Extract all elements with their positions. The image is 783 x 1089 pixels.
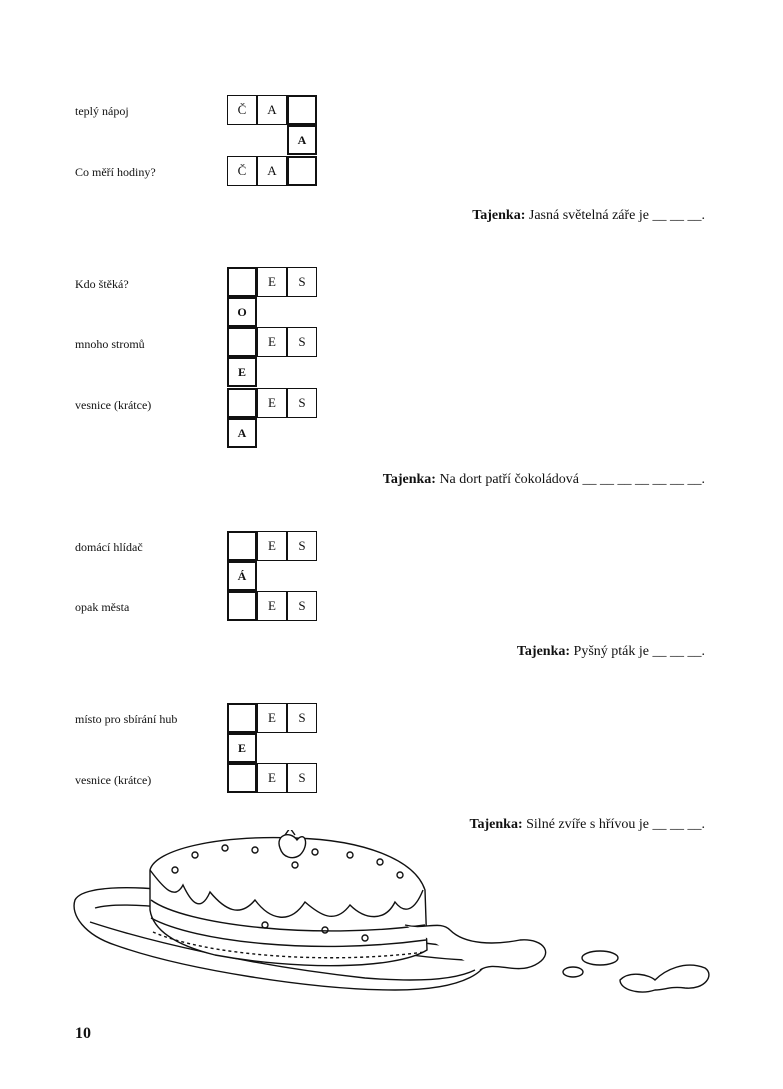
puzzle1-cell-r3c1[interactable]: Č <box>227 156 257 186</box>
puzzle2-cell-r2c1: O <box>227 297 257 327</box>
puzzle3-cell-r3c1[interactable] <box>227 591 257 621</box>
solution-text: Pyšný pták je __ __ __. <box>573 644 705 659</box>
puzzle3-cell-r3c3[interactable]: S <box>287 591 317 621</box>
puzzle1-cell-r3c2[interactable]: A <box>257 156 287 186</box>
puzzle3-clue2: opak města <box>75 600 130 614</box>
puzzle2-cell-r1c2[interactable]: E <box>257 267 287 297</box>
puzzle1-cell-r1c2[interactable]: A <box>257 95 287 125</box>
puzzle1-clue1: teplý nápoj <box>75 104 129 118</box>
puzzle2-cell-r3c1[interactable] <box>227 327 257 357</box>
solution-label: Tajenka: <box>472 208 526 223</box>
puzzle1-clue2: Co měří hodiny? <box>75 165 156 179</box>
page-number: 10 <box>75 1025 91 1042</box>
solution-text: Na dort patří čokoládová __ __ __ __ __ __ __. <box>439 472 705 487</box>
puzzle4-cell-r1c3[interactable]: S <box>287 703 317 733</box>
puzzle2-cell-r4c1: E <box>227 357 257 387</box>
puzzle4-cell-r3c1[interactable] <box>227 763 257 793</box>
puzzle3-solution <box>517 644 705 660</box>
puzzle2-solution <box>383 472 705 488</box>
puzzle3-cell-r2c1: Á <box>227 561 257 591</box>
solution-label: Tajenka: <box>516 644 571 659</box>
puzzle3-cell-r3c2[interactable]: E <box>257 591 287 621</box>
puzzle2-clue3: vesnice (krátce) <box>75 398 152 412</box>
puzzle4-cell-r1c1[interactable] <box>227 703 257 733</box>
puzzle2-cell-r3c2[interactable]: E <box>257 327 287 357</box>
puzzle2-cell-r5c3[interactable]: S <box>287 388 317 418</box>
puzzle4-cell-r1c2[interactable]: E <box>257 703 287 733</box>
puzzle1-cell-r2c3: A <box>287 125 317 155</box>
puzzle2-cell-r6c1: A <box>227 418 257 448</box>
puzzle2-clue1: Kdo štěká? <box>75 277 129 291</box>
solution-text: Silné zvíře s hřívou je __ __ __. <box>526 817 705 832</box>
puzzle3-clue1: domácí hlídač <box>75 540 143 554</box>
solution-text: Jasná světelná záře je __ __ __. <box>528 208 705 223</box>
puzzle4-clue2: vesnice (krátce) <box>75 773 152 787</box>
puzzle2-cell-r3c3[interactable]: S <box>287 327 317 357</box>
puzzle4-clue1: místo pro sbírání hub <box>75 712 178 726</box>
puzzle1-cell-r3c3[interactable] <box>287 156 317 186</box>
puzzle3-cell-r1c2[interactable]: E <box>257 531 287 561</box>
puzzle1-solution <box>472 208 705 224</box>
cake-illustration <box>65 830 715 1010</box>
puzzle2-cell-r5c2[interactable]: E <box>257 388 287 418</box>
solution-label: Tajenka: <box>382 472 436 487</box>
puzzle2-clue2: mnoho stromů <box>75 337 145 351</box>
puzzle4-cell-r3c3[interactable]: S <box>287 763 317 793</box>
puzzle2-cell-r1c3[interactable]: S <box>287 267 317 297</box>
solution-label: Tajenka: <box>469 817 523 832</box>
puzzle2-cell-r1c1[interactable] <box>227 267 257 297</box>
puzzle4-cell-r3c2[interactable]: E <box>257 763 287 793</box>
puzzle4-cell-r2c1: E <box>227 733 257 763</box>
puzzle2-cell-r5c1[interactable] <box>227 388 257 418</box>
puzzle3-cell-r1c3[interactable]: S <box>287 531 317 561</box>
puzzle3-cell-r1c1[interactable] <box>227 531 257 561</box>
puzzle1-cell-r1c1[interactable]: Č <box>227 95 257 125</box>
puzzle1-cell-r1c3[interactable] <box>287 95 317 125</box>
